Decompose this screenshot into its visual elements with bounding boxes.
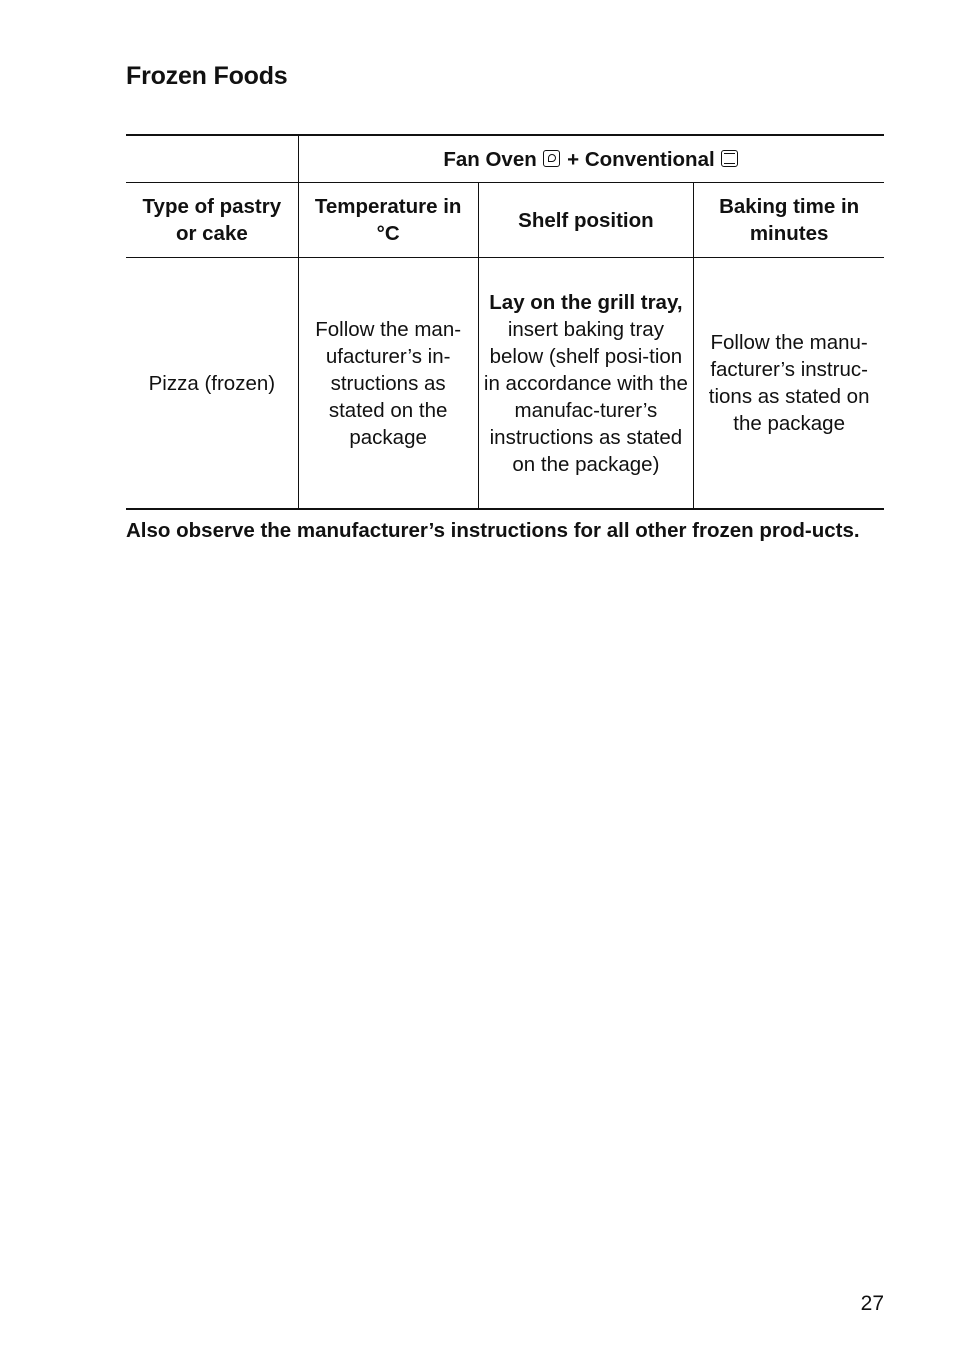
cell-shelf-bold: Lay on the grill tray, — [489, 290, 683, 314]
page-title: Frozen Foods — [126, 62, 288, 90]
cell-shelf — [478, 258, 694, 510]
table-row — [126, 258, 884, 510]
mode-header-conventional-label: + Conventional — [567, 147, 715, 171]
mode-header-fan-label: Fan Oven — [443, 147, 537, 171]
column-header-temperature: Temperature in °C — [298, 183, 478, 258]
cell-temperature: Follow the man-ufacturer’s in-structions as stated on the package — [298, 258, 478, 510]
table-header-mode-row — [126, 135, 884, 183]
mode-header — [298, 135, 884, 183]
table-header-row — [126, 183, 884, 258]
footnote: Also observe the manufacturer’s instructions for all other frozen prod-ucts. — [126, 519, 860, 542]
column-header-type: Type of pastry or cake — [126, 183, 298, 258]
cell-shelf-text: insert baking tray below (shelf posi-tion in accordance with the manufac-turer’s instructions as stated on the package) — [483, 317, 688, 476]
fan-oven-icon — [543, 150, 560, 167]
empty-header-cell — [126, 135, 298, 183]
column-header-shelf: Shelf position — [478, 183, 694, 258]
conventional-icon — [721, 150, 738, 167]
cell-time: Follow the manu-facturer’s instruc-tions as stated on the package — [694, 258, 884, 510]
frozen-foods-table — [126, 134, 884, 510]
page-number: 27 — [860, 1292, 884, 1315]
column-header-time: Baking time in minutes — [694, 183, 884, 258]
cell-type: Pizza (frozen) — [126, 258, 298, 510]
